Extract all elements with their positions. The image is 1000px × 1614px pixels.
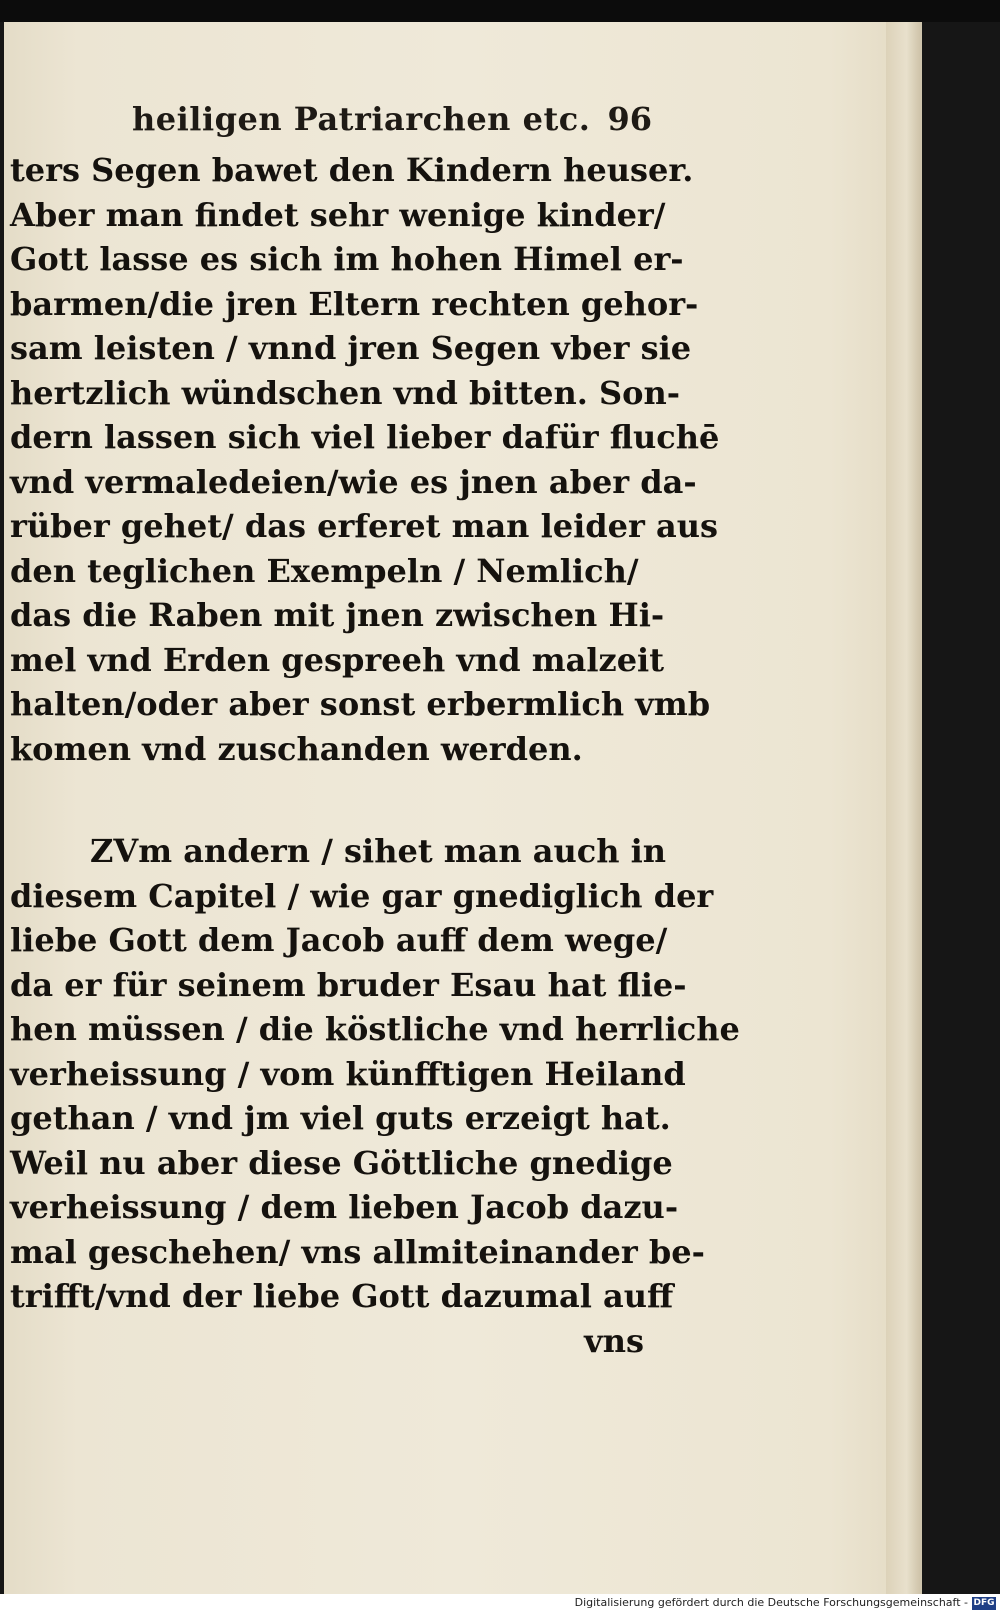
text-line: rüber gehet/ das erferet man leider aus [10, 507, 718, 545]
text-line: den teglichen Exempeln / Nemlich/ [10, 551, 639, 590]
scan-background-top [0, 0, 1000, 22]
paragraph-gap [10, 771, 650, 829]
dfg-logo-icon: DFG [973, 1598, 995, 1608]
text-line: liebe Gott dem Jacob auff dem wege/ [10, 921, 668, 959]
text-line: verheissung / vom künfftigen Heiland [10, 1054, 686, 1093]
text-line: hen müssen / die köstliche vnd herrliche [10, 1010, 740, 1048]
catchword: vns [584, 1321, 644, 1360]
funding-credit: Digitalisierung gefördert durch die Deutsche Forschungsgemeinschaft - [574, 1596, 968, 1609]
text-line: ters Segen bawet den Kindern heuser. [10, 151, 694, 189]
body-text [10, 148, 740, 1363]
text-line: barmen/die jren Eltern rechten gehor- [10, 284, 699, 323]
page-number: 96 [607, 100, 652, 138]
text-line: halten/oder aber sonst erbermlich vmb [10, 685, 711, 723]
running-header [132, 100, 652, 140]
paragraph-1 [10, 148, 720, 771]
text-line: mel vnd Erden gespreeh vnd malzeit [10, 640, 664, 679]
text-line: mal geschehen/ vns allmiteinander be- [10, 1232, 705, 1271]
text-line: gethan / vnd jm viel guts erzeigt hat. [10, 1099, 671, 1137]
text-line: verheissung / dem lieben Jacob dazu- [10, 1188, 679, 1226]
text-line: komen vnd zuschanden werden. [10, 729, 583, 768]
text-line: da er für seinem bruder Esau hat flie- [10, 965, 687, 1004]
text-line: sam leisten / vnnd jren Segen vber sie [10, 329, 692, 367]
text-line: Aber man findet sehr wenige kinder/ [10, 195, 666, 234]
text-line: hertzlich wündschen vnd bitten. Son- [10, 373, 680, 412]
text-line: dern lassen sich viel lieber dafür fluchē [10, 418, 720, 456]
page-edge [886, 22, 920, 1594]
text-line: ZVm andern / sihet man auch in [90, 832, 667, 870]
footer-bar [0, 1594, 1000, 1614]
text-line: diesem Capitel / wie gar gnediglich der [10, 876, 714, 915]
text-line: vnd vermaledeien/wie es jnen aber da- [10, 462, 697, 501]
running-title: heiligen Patriarchen etc. [132, 100, 591, 138]
text-line: trifft/vnd der liebe Gott dazumal auff [10, 1277, 674, 1315]
text-line: das die Raben mit jnen zwischen Hi- [10, 596, 665, 634]
text-line: Gott lasse es sich im hohen Himel er- [10, 240, 684, 278]
paragraph-2 [10, 829, 740, 1319]
text-line: Weil nu aber diese Göttliche gnedige [10, 1143, 673, 1182]
